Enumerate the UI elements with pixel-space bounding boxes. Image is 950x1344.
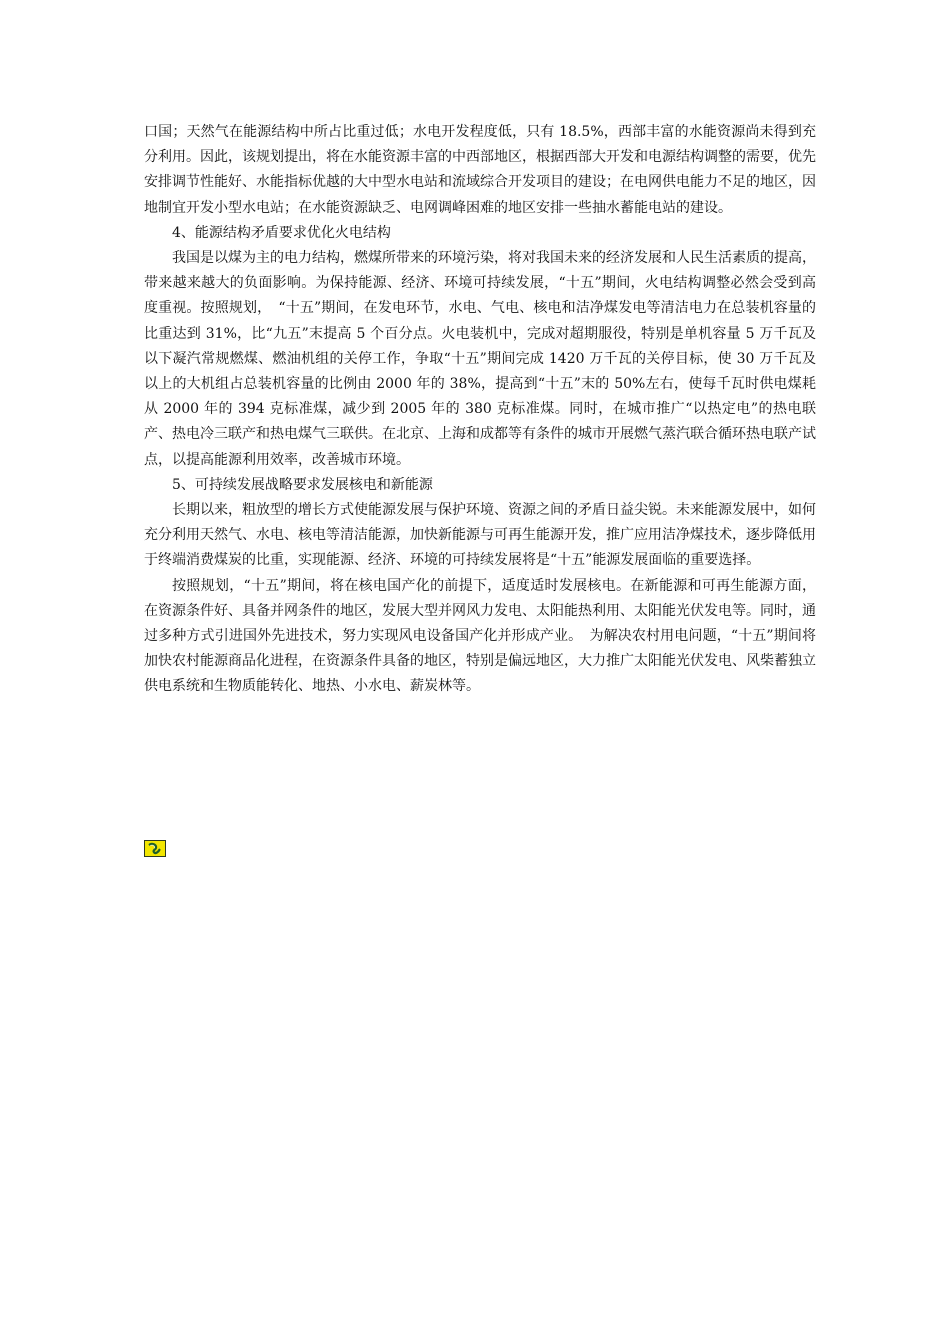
section-heading-thermal-power: 4、能源结构矛盾要求优化火电结构: [172, 224, 391, 241]
document-link-icon[interactable]: [144, 840, 166, 857]
section-heading-nuclear-new-energy: 5、可持续发展战略要求发展核电和新能源: [172, 476, 433, 493]
document-body: [144, 120, 816, 700]
paragraph-nuclear-renewables-plan: 按照规划，“十五”期间，将在核电国产化的前提下，适度适时发展核电。在新能源和可再生能源方面，在资源条件好、具备并网条件的地区，发展大型并网风力发电、太阳能热利用、太阳能光伏发电等。同时，通过多种方式引进国外先进技术，努力实现风电设备国产化并形成产业。 为解决农村用电问题，“十五”期间将加快农村能源商品化进程，在资源条件具备的地区，特别是偏远地区，大力推广太阳能光伏发电、风柴蓄独立供电系统和生物质能转化、地热、小水电、薪炭林等。: [144, 577, 816, 695]
paragraph-clean-energy-strategy: 长期以来，粗放型的增长方式使能源发展与保护环境、资源之间的矛盾日益尖锐。未来能源发展中，如何充分利用天然气、水电、核电等清洁能源，加快新能源与可再生能源开发，推广应用洁净煤技术，逐步降低用于终端消费煤炭的比重，实现能源、经济、环境的可持续发展将是“十五”能源发展面临的重要选择。: [144, 502, 816, 569]
paragraph-hydro-continuation: 口国；天然气在能源结构中所占比重过低；水电开发程度低，只有 18.5%，西部丰富的水能资源尚未得到充分利用。因此，该规划提出，将在水能资源丰富的中西部地区，根据西部大开发和电源结构调整的需要，优先安排调节性能好、水能指标优越的大中型水电站和流域综合开发项目的建设；在电网供电能力不足的地区，因地制宜开发小型水电站；在水能资源缺乏、电网调峰困难的地区安排一些抽水蓄能电站的建设。: [144, 124, 816, 216]
document-link-icon-glyph: [145, 841, 165, 856]
paragraph-thermal-power: 我国是以煤为主的电力结构，燃煤所带来的环境污染，将对我国未来的经济发展和人民生活素质的提高，带来越来越大的负面影响。为保持能源、经济、环境可持续发展，“十五”期间，火电结构调整必然会受到高度重视。按照规划， “十五”期间，在发电环节，水电、气电、核电和洁净煤发电等清洁电力在总装机容量的比重达到 31%，比“九五”末提高 5 个百分点。火电装机中，完成对超期服役，特别是单机容量 5 万千瓦及以下凝汽常规燃煤、燃油机组的关停工作，争取“十五”期间完成 1420 万千瓦的关停目标，使 30 万千瓦及以上的大机组占总装机容量的比例由 2000 年的 38%，提高到“十五”末的 50%左右，使每千瓦时供电煤耗从 2000 年的 394 克标准煤，减少到 2005 年的 380 克标准煤。同时，在城市推广“以热定电”的热电联产、热电冷三联产和热电煤气三联供。在北京、上海和成都等有条件的城市开展燃气蒸汽联合循环热电联产试点，以提高能源利用效率，改善城市环境。: [144, 250, 816, 468]
